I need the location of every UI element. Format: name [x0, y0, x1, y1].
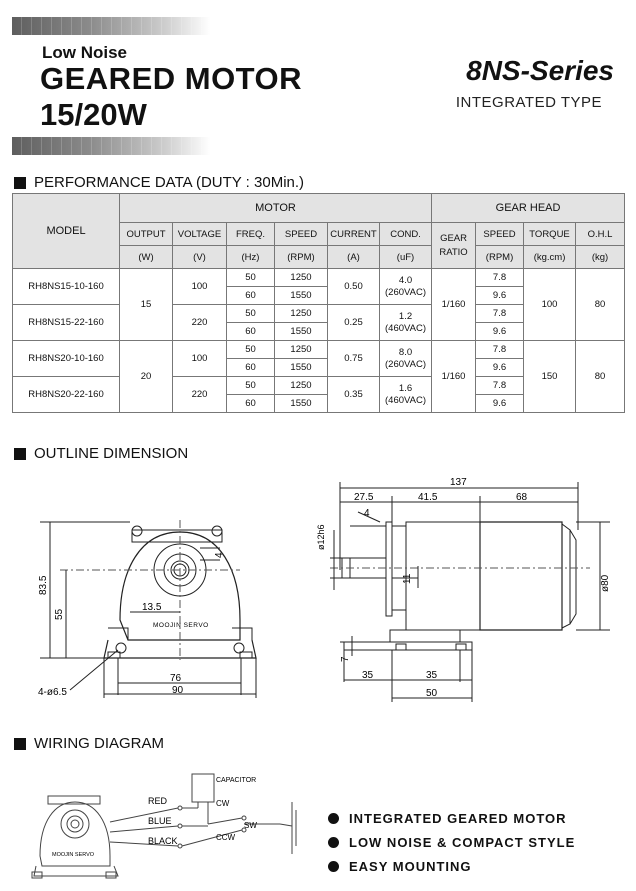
cond-value: 1.2 [398, 310, 413, 322]
cell-speed: 1550 [275, 395, 328, 413]
feature-text: EASY MOUNTING [349, 858, 472, 874]
unit-current: (A) [328, 246, 380, 269]
cell-gear-ratio: 1/160 [432, 341, 476, 413]
cond-note: (260VAC) [385, 286, 427, 298]
cell-torque: 150 [524, 341, 576, 413]
wire-black-label: BLACK [148, 836, 178, 846]
wiring-diagram [30, 766, 310, 886]
th-output: OUTPUT [120, 223, 173, 246]
header-strip-bottom [12, 137, 210, 155]
cell-ohl: 80 [576, 341, 625, 413]
cell-freq: 50 [227, 377, 275, 395]
cell-torque: 100 [524, 269, 576, 341]
bullet-dot-icon [328, 837, 339, 848]
th-torque: TORQUE [524, 223, 576, 246]
unit-torque: (kg.cm) [524, 246, 576, 269]
section-outline-title: OUTLINE DIMENSION [34, 445, 189, 462]
wire-red-label: RED [148, 796, 168, 806]
series-name: 8NS-Series [466, 55, 614, 86]
cell-output: 15 [120, 269, 173, 341]
cell-gh-speed: 9.6 [476, 287, 524, 305]
dim-base-height: 7 [340, 656, 351, 662]
table-row [13, 341, 625, 359]
cond-note: (260VAC) [385, 358, 427, 370]
wire-blue-label: BLUE [148, 816, 172, 826]
cell-freq: 60 [227, 287, 275, 305]
cell-freq: 50 [227, 341, 275, 359]
product-title: GEARED MOTOR [40, 61, 303, 96]
unit-ohl: (kg) [576, 246, 625, 269]
product-wattage: 15/20W [40, 97, 147, 132]
th-model: MODEL [13, 194, 120, 269]
cell-speed: 1550 [275, 287, 328, 305]
dim-base-2: 35 [426, 670, 438, 681]
cell-gh-speed: 9.6 [476, 323, 524, 341]
dim-flat: 11 [402, 573, 413, 584]
wire-ccw-label: CCW [216, 833, 236, 842]
wiring-brand-label: MOOJIN SERVO [52, 852, 95, 858]
front-view-drawing [0, 500, 300, 710]
dim-width-inner: 76 [170, 673, 182, 684]
dim-shaft-dia: ø12h6 [316, 524, 326, 550]
section-bullet-icon [14, 177, 26, 189]
unit-speed: (RPM) [275, 246, 328, 269]
cell-speed: 1250 [275, 269, 328, 287]
cell-freq: 60 [227, 395, 275, 413]
section-performance [14, 174, 304, 191]
th-speed: SPEED [275, 223, 328, 246]
product-subtitle: Low Noise [42, 43, 128, 62]
dim-tab: 4 [214, 552, 225, 558]
wire-cw-label: CW [216, 799, 230, 808]
cell-freq: 60 [227, 359, 275, 377]
cell-speed: 1550 [275, 323, 328, 341]
section-bullet-icon [14, 738, 26, 750]
cell-model: RH8NS20-10-160 [13, 341, 120, 377]
cond-value: 1.6 [398, 382, 413, 394]
th-voltage: VOLTAGE [173, 223, 227, 246]
cell-current: 0.35 [328, 377, 380, 413]
header-strip-top [12, 17, 210, 35]
bullet-dot-icon [328, 813, 339, 824]
th-ohl: O.H.L [576, 223, 625, 246]
section-bullet-icon [14, 448, 26, 460]
dim-height-center: 55 [54, 608, 65, 620]
cond-note: (460VAC) [385, 322, 427, 334]
side-view-drawing [300, 470, 636, 710]
dim-key: 4 [364, 508, 370, 519]
cell-cond [380, 377, 432, 413]
feature-list [328, 806, 575, 878]
cell-speed: 1250 [275, 305, 328, 323]
cell-freq: 50 [227, 269, 275, 287]
cell-speed: 1250 [275, 377, 328, 395]
wire-capacitor-label: CAPACITOR [216, 777, 257, 784]
cell-voltage: 100 [173, 341, 227, 377]
cell-output: 20 [120, 341, 173, 413]
dim-base-1: 35 [362, 670, 374, 681]
cond-value: 4.0 [398, 274, 413, 286]
th-freq: FREQ. [227, 223, 275, 246]
cell-voltage: 220 [173, 377, 227, 413]
feature-text: INTEGRATED GEARED MOTOR [349, 810, 567, 826]
th-gear-head: GEAR HEAD [432, 194, 625, 223]
dim-offset: 13.5 [142, 602, 162, 613]
cell-freq: 50 [227, 305, 275, 323]
cell-voltage: 100 [173, 269, 227, 305]
cell-ohl: 80 [576, 269, 625, 341]
dim-d1: 27.5 [354, 492, 374, 503]
cond-note: (460VAC) [385, 394, 427, 406]
unit-gh-speed: (RPM) [476, 246, 524, 269]
cond-value: 8.0 [398, 346, 413, 358]
dim-height-total: 83.5 [38, 575, 49, 595]
cell-cond [380, 341, 432, 377]
cell-cond [380, 305, 432, 341]
cell-current: 0.50 [328, 269, 380, 305]
cell-speed: 1550 [275, 359, 328, 377]
cell-gh-speed: 7.8 [476, 305, 524, 323]
th-current: CURRENT [328, 223, 380, 246]
cell-voltage: 220 [173, 305, 227, 341]
dim-d3: 68 [516, 492, 528, 503]
performance-table [12, 193, 625, 413]
dim-body-dia: ø80 [600, 574, 611, 592]
unit-cond: (uF) [380, 246, 432, 269]
th-gh-speed: SPEED [476, 223, 524, 246]
unit-voltage: (V) [173, 246, 227, 269]
unit-freq: (Hz) [227, 246, 275, 269]
th-cond: COND. [380, 223, 432, 246]
cell-current: 0.75 [328, 341, 380, 377]
list-item [328, 854, 575, 878]
list-item [328, 830, 575, 854]
section-outline [14, 445, 188, 462]
th-motor: MOTOR [120, 194, 432, 223]
dim-d2: 41.5 [418, 492, 438, 503]
dim-holes: 4-ø6.5 [38, 687, 67, 698]
dim-base-total: 50 [426, 688, 438, 699]
cell-gh-speed: 9.6 [476, 359, 524, 377]
section-wiring-title: WIRING DIAGRAM [34, 735, 164, 752]
cell-gh-speed: 7.8 [476, 377, 524, 395]
cell-gear-ratio: 1/160 [432, 269, 476, 341]
bullet-dot-icon [328, 861, 339, 872]
cell-speed: 1250 [275, 341, 328, 359]
cell-model: RH8NS15-22-160 [13, 305, 120, 341]
feature-text: LOW NOISE & COMPACT STYLE [349, 834, 576, 850]
cell-model: RH8NS15-10-160 [13, 269, 120, 305]
cell-model: RH8NS20-22-160 [13, 377, 120, 413]
cell-cond [380, 269, 432, 305]
list-item [328, 806, 575, 830]
cell-gh-speed: 7.8 [476, 341, 524, 359]
dim-width-total: 90 [172, 685, 184, 696]
unit-output: (W) [120, 246, 173, 269]
front-brand-label: MOOJIN SERVO [153, 622, 209, 629]
dim-length-total: 137 [450, 477, 467, 488]
series-type: INTEGRATED TYPE [455, 94, 602, 111]
cell-current: 0.25 [328, 305, 380, 341]
th-gear-ratio: GEAR RATIO [432, 223, 476, 269]
cell-gh-speed: 7.8 [476, 269, 524, 287]
table-row [13, 269, 625, 287]
cell-freq: 60 [227, 323, 275, 341]
section-performance-title: PERFORMANCE DATA (DUTY : 30Min.) [34, 174, 305, 191]
cell-gh-speed: 9.6 [476, 395, 524, 413]
section-wiring [14, 735, 164, 752]
wire-sw-label: SW [244, 821, 257, 830]
